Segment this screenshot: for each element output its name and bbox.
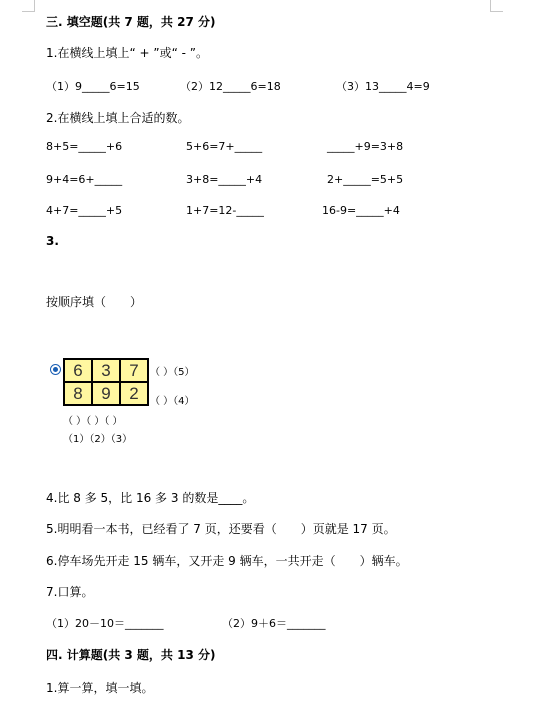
q2-r2-c3: 2+_____=5+5 [327,173,404,186]
grid-cell: 3 [92,359,120,382]
q7-item-2: （2）9＋6＝_______ [222,617,326,630]
page-corner-mark [490,0,503,12]
q2-r2-c2: 3+8=_____+4 [186,173,263,186]
grid-cell: 7 [120,359,148,382]
column-labels: （1）（2）（3） [63,434,133,445]
q4-text: 4.比 8 多 5，比 16 多 3 的数是____。 [46,491,255,505]
q3-stem: 3. [46,234,59,248]
s4-q1-stem: 1.算一算，填一填。 [46,681,154,695]
grid-cell: 9 [92,382,120,405]
row-label-1: （ ）（5） [150,367,195,378]
q1-stem: 1.在横线上填上“ + ”或“ - ”。 [46,46,208,60]
q7-item-1: （1）20－10＝_______ [46,617,164,630]
q2-r3-c1: 4+7=_____+5 [46,204,123,217]
q1-item-3: （3）13_____4=9 [336,80,430,93]
column-blanks: （ ）（ ）（ ） [63,416,123,427]
row-label-2: （ ）（4） [150,396,195,407]
grid-cell: 6 [64,359,92,382]
q2-r3-c3: 16-9=_____+4 [322,204,400,217]
number-grid [63,358,149,406]
radio-button[interactable] [50,364,61,375]
q6-text: 6.停车场先开走 15 辆车，又开走 9 辆车，一共开走（ ）辆车。 [46,554,408,568]
q1-item-2: （2）12_____6=18 [180,80,281,93]
q2-r1-c2: 5+6=7+_____ [186,140,263,153]
q5-text: 5.明明看一本书，已经看了 7 页，还要看（ ）页就是 17 页。 [46,522,396,536]
q7-stem: 7.口算。 [46,585,94,599]
q2-stem: 2.在横线上填上合适的数。 [46,111,190,125]
q2-r1-c3: _____+9=3+8 [327,140,404,153]
q1-item-1: （1）9_____6=15 [46,80,140,93]
grid-cell: 2 [120,382,148,405]
q3-instruction: 按顺序填（ ） [46,295,143,309]
q2-r3-c2: 1+7=12-_____ [186,204,264,217]
section-3-title: 三. 填空题(共 7 题，共 27 分) [46,15,216,29]
section-4-title: 四. 计算题(共 3 题，共 13 分) [46,648,216,662]
page-corner-mark [22,0,35,12]
q2-r1-c1: 8+5=_____+6 [46,140,123,153]
q2-r2-c1: 9+4=6+_____ [46,173,123,186]
grid-cell: 8 [64,382,92,405]
